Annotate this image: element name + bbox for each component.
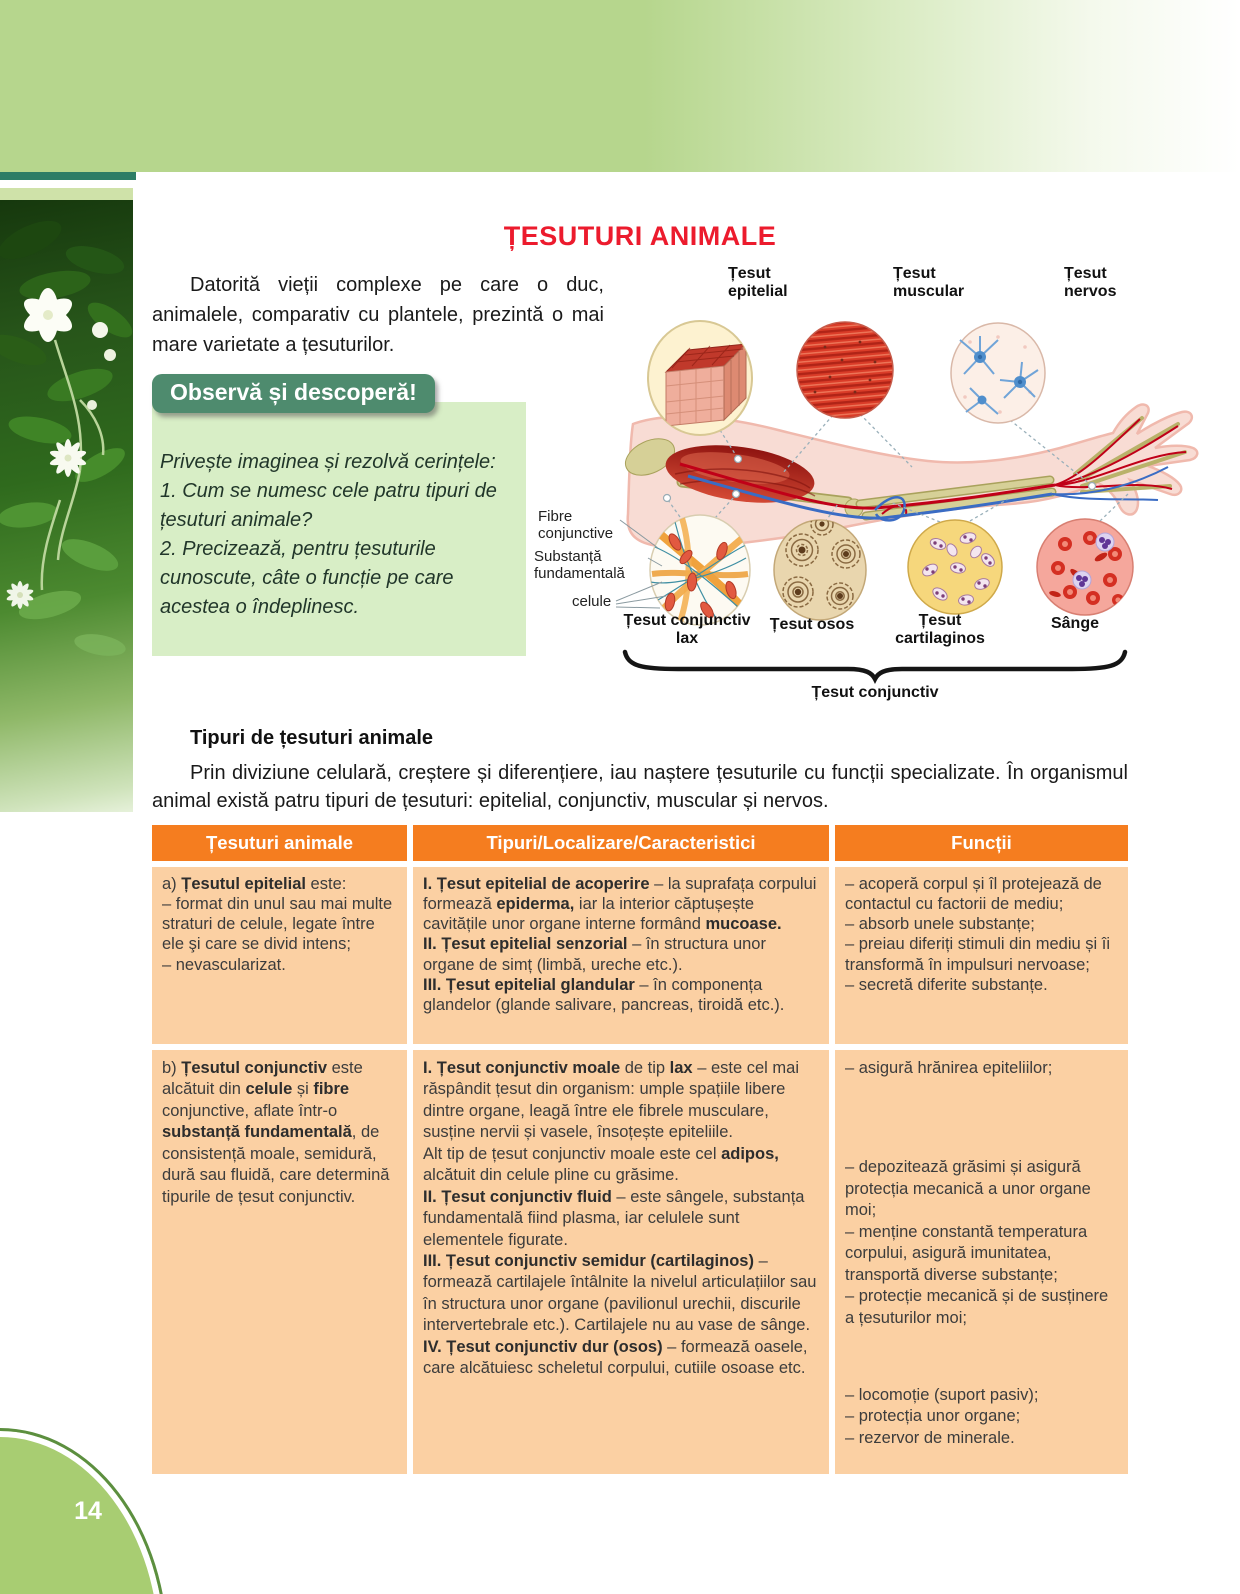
- label-blood: Sânge: [1050, 615, 1099, 632]
- label-cartilage-tissue: Țesut cartilaginos: [895, 612, 985, 647]
- page-number: 14: [74, 1497, 102, 1525]
- cell-epithelial-definition: a) Țesutul epitelial este: – format din unul sau mai multe straturi de celule, legate între ele şi care se divid intens; – nevascularizat.: [152, 867, 407, 1044]
- cartilage-tissue-circle: [908, 520, 1002, 614]
- table-header-types: Tipuri/Localizare/Caracteristici: [413, 825, 829, 861]
- label-epithelial-tissue: Țesut epitelial: [728, 265, 788, 300]
- sidebar-stripe: [0, 172, 136, 180]
- cell-connective-functions: [835, 1050, 1128, 1474]
- tissues-table: [152, 825, 1128, 1474]
- cell-epithelial-functions: – acoperă corpul și îl protejează de contactul cu factorii de mediu; – absorb unele substanțe; – preiau diferiți stimuli din mediu și îi transformă în impulsuri nervoase; – secretă diferite substanțe.: [835, 867, 1128, 1044]
- connective-functions-group-1: – asigură hrănirea epiteliilor;: [845, 1059, 1053, 1077]
- label-muscular-tissue: Țesut muscular: [893, 265, 965, 300]
- section-heading: Tipuri de țesuturi animale: [190, 726, 434, 749]
- label-connective-fibers: Fibre conjunctive: [538, 508, 614, 543]
- connective-functions-group-3: – locomoție (suport pasiv); – protecția unor organe; – rezervor de minerale.: [845, 1385, 1039, 1447]
- top-banner: [0, 0, 1240, 172]
- table-header-functions: Funcții: [835, 825, 1128, 861]
- nervous-tissue-circle: [951, 323, 1045, 423]
- intro-paragraph: Datorită vieții complexe pe care o duc, animalele, comparativ cu plantele, prezintă o mai mare varietate a țesuturilor.: [152, 274, 604, 356]
- table-header-tissues: Țesuturi animale: [152, 825, 407, 861]
- connective-functions-group-2: – depozitează grăsimi și asigură protecția mecanică a unor organe moi; – menține constantă temperatura corpului, asigură imunitatea, transportă diverse substanțe; – protecție mecanică și de susținere a țesuturilor moi;: [845, 1158, 1109, 1327]
- page-title: ȚESUTURI ANIMALE: [503, 221, 777, 252]
- jasmine-flowers-art: [0, 200, 133, 812]
- loose-connective-circle: [650, 515, 750, 625]
- observe-panel: Privește imaginea și rezolvă cerințele: 1. Cum se numesc cele patru tipuri de țesuturi animale? 2. Precizează, pentru țesuturile cunoscute, câte o funcție pe care acestea o îndeplinesc.: [152, 402, 526, 656]
- observe-discover-badge: Observă și descoperă!: [152, 374, 435, 413]
- label-fundamental-substance: Substanță fundamentală: [534, 548, 625, 583]
- cell-connective-definition: b) Țesutul conjunctiv este alcătuit din celule și fibre conjunctive, aflate într-o substanță fundamentală, de consistență moale, semidură, dură sau fluidă, care determină tipurile de țesut conjunctiv.: [152, 1050, 407, 1474]
- label-bone-tissue: Țesut osos: [769, 616, 855, 633]
- tissue-diagram: [530, 252, 1240, 722]
- jasmine-photo: [0, 200, 133, 812]
- label-connective-tissue-group: Țesut conjunctiv: [811, 684, 939, 701]
- tissue-diagram-art: [530, 252, 1240, 722]
- blood-circle: [1037, 519, 1133, 615]
- label-nervous-tissue: Țesut nervos: [1064, 265, 1117, 300]
- cell-epithelial-types: I. Țesut epitelial de acoperire – la suprafața corpului formează epiderma, iar la interior căptușește cavitățile unor organe interne formând mucoase. II. Țesut epitelial senzorial – în structura unor organe de simț (limbă, ureche etc.). III. Țesut epitelial glandular – în componența glandelor (glande salivare, pancreas, tiroidă etc.).: [413, 867, 829, 1044]
- section-paragraph: Prin diviziune celulară, creștere și diferențiere, iau naștere țesuturile cu funcții specializate. În organismul animal există patru tipuri de țesuturi: epitelial, conjunctiv, muscular și nervos.: [152, 762, 1128, 812]
- brace: [625, 652, 1125, 679]
- label-loose-connective: Țesut conjunctiv lax: [623, 612, 751, 647]
- sidebar-substripe: [0, 188, 133, 200]
- label-cells: celule: [572, 593, 612, 610]
- epithelial-tissue-circle: [648, 321, 752, 435]
- cell-connective-types: I. Țesut conjunctiv moale de tip lax – este cel mai răspândit țesut din organism: umple spațiile libere dintre organe, leagă între ele fibrele musculare, susține nervii și vasele, însoțește epiteliile. Alt tip de țesut conjunctiv moale este cel adipos, alcătuit din celule pline cu grăsime. II. Țesut conjunctiv fluid – este sângele, substanța fundamentală fiind plasma, iar celulele sunt elementele figurate. III. Țesut conjunctiv semidur (cartilaginos) – formează cartilajele întâlnite la nivelul articulațiilor sau în structura unor organe (pavilionul urechii, discurile intervertebrale etc.). Cartilajele nu au vase de sânge. IV. Țesut conjunctiv dur (osos) – formează oasele, care alcătuiesc scheletul corpului, cutiile osoase etc.: [413, 1050, 829, 1474]
- flower-buds: [87, 322, 116, 410]
- muscular-tissue-circle: [797, 322, 893, 418]
